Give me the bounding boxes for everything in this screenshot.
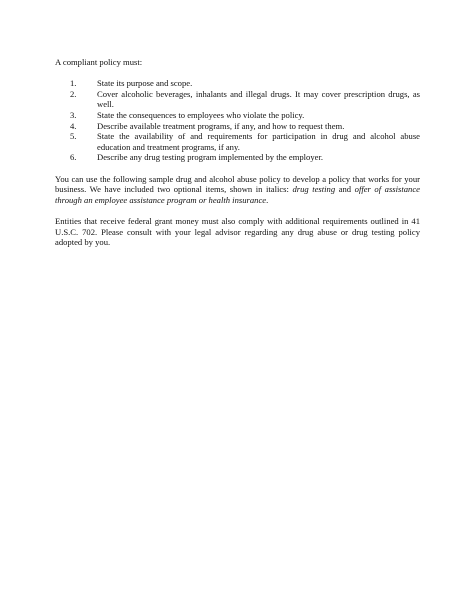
list-item <box>55 110 420 121</box>
requirements-list <box>55 78 420 163</box>
list-item-number: 6. <box>70 152 77 163</box>
paragraph-text: You can use the following sample drug and alcohol abuse policy to develop a policy that works for your business. We have included two optional items, shown in italics: <box>55 173 420 195</box>
list-item-number: 2. <box>70 88 77 99</box>
list-item-text: State its purpose and scope. <box>97 78 193 89</box>
list-item <box>55 152 420 163</box>
list-item-text: State the consequences to employees who violate the policy. <box>97 109 305 120</box>
list-item-number: 5. <box>70 131 77 142</box>
italic-offer-of-assistance: offer of assistance through an employee assistance program or health insurance <box>55 184 420 205</box>
list-item <box>55 78 420 89</box>
federal-grant-paragraph: Entities that receive federal grant money must also comply with additional requirements outlined in 41 U.S.C. 702. Please consult with your legal advisor regarding any drug abuse or drug testing policy adopted by you. <box>55 215 420 248</box>
list-item-number: 3. <box>70 109 77 120</box>
list-item-text: State the availability of and requirements for participation in drug and alcohol abuse education and treatment programs, if any. <box>97 131 420 152</box>
list-item <box>55 89 420 110</box>
paragraph-end: . <box>266 194 269 205</box>
sample-policy-paragraph <box>55 174 420 206</box>
paragraph-connector: and <box>338 184 352 195</box>
italic-drug-testing: drug testing <box>292 184 336 195</box>
list-item-number: 4. <box>70 120 77 131</box>
list-item-text: Describe available treatment programs, if any, and how to request them. <box>97 120 345 131</box>
list-intro: A compliant policy must: <box>55 57 143 67</box>
list-item <box>55 121 420 132</box>
document-body <box>55 57 420 258</box>
list-item-text: Cover alcoholic beverages, inhalants and illegal drugs. It may cover prescription drugs, as well. <box>97 88 420 110</box>
list-item <box>55 131 420 152</box>
list-item-number: 1. <box>70 78 77 89</box>
list-item-text: Describe any drug testing program implemented by the employer. <box>97 152 324 163</box>
